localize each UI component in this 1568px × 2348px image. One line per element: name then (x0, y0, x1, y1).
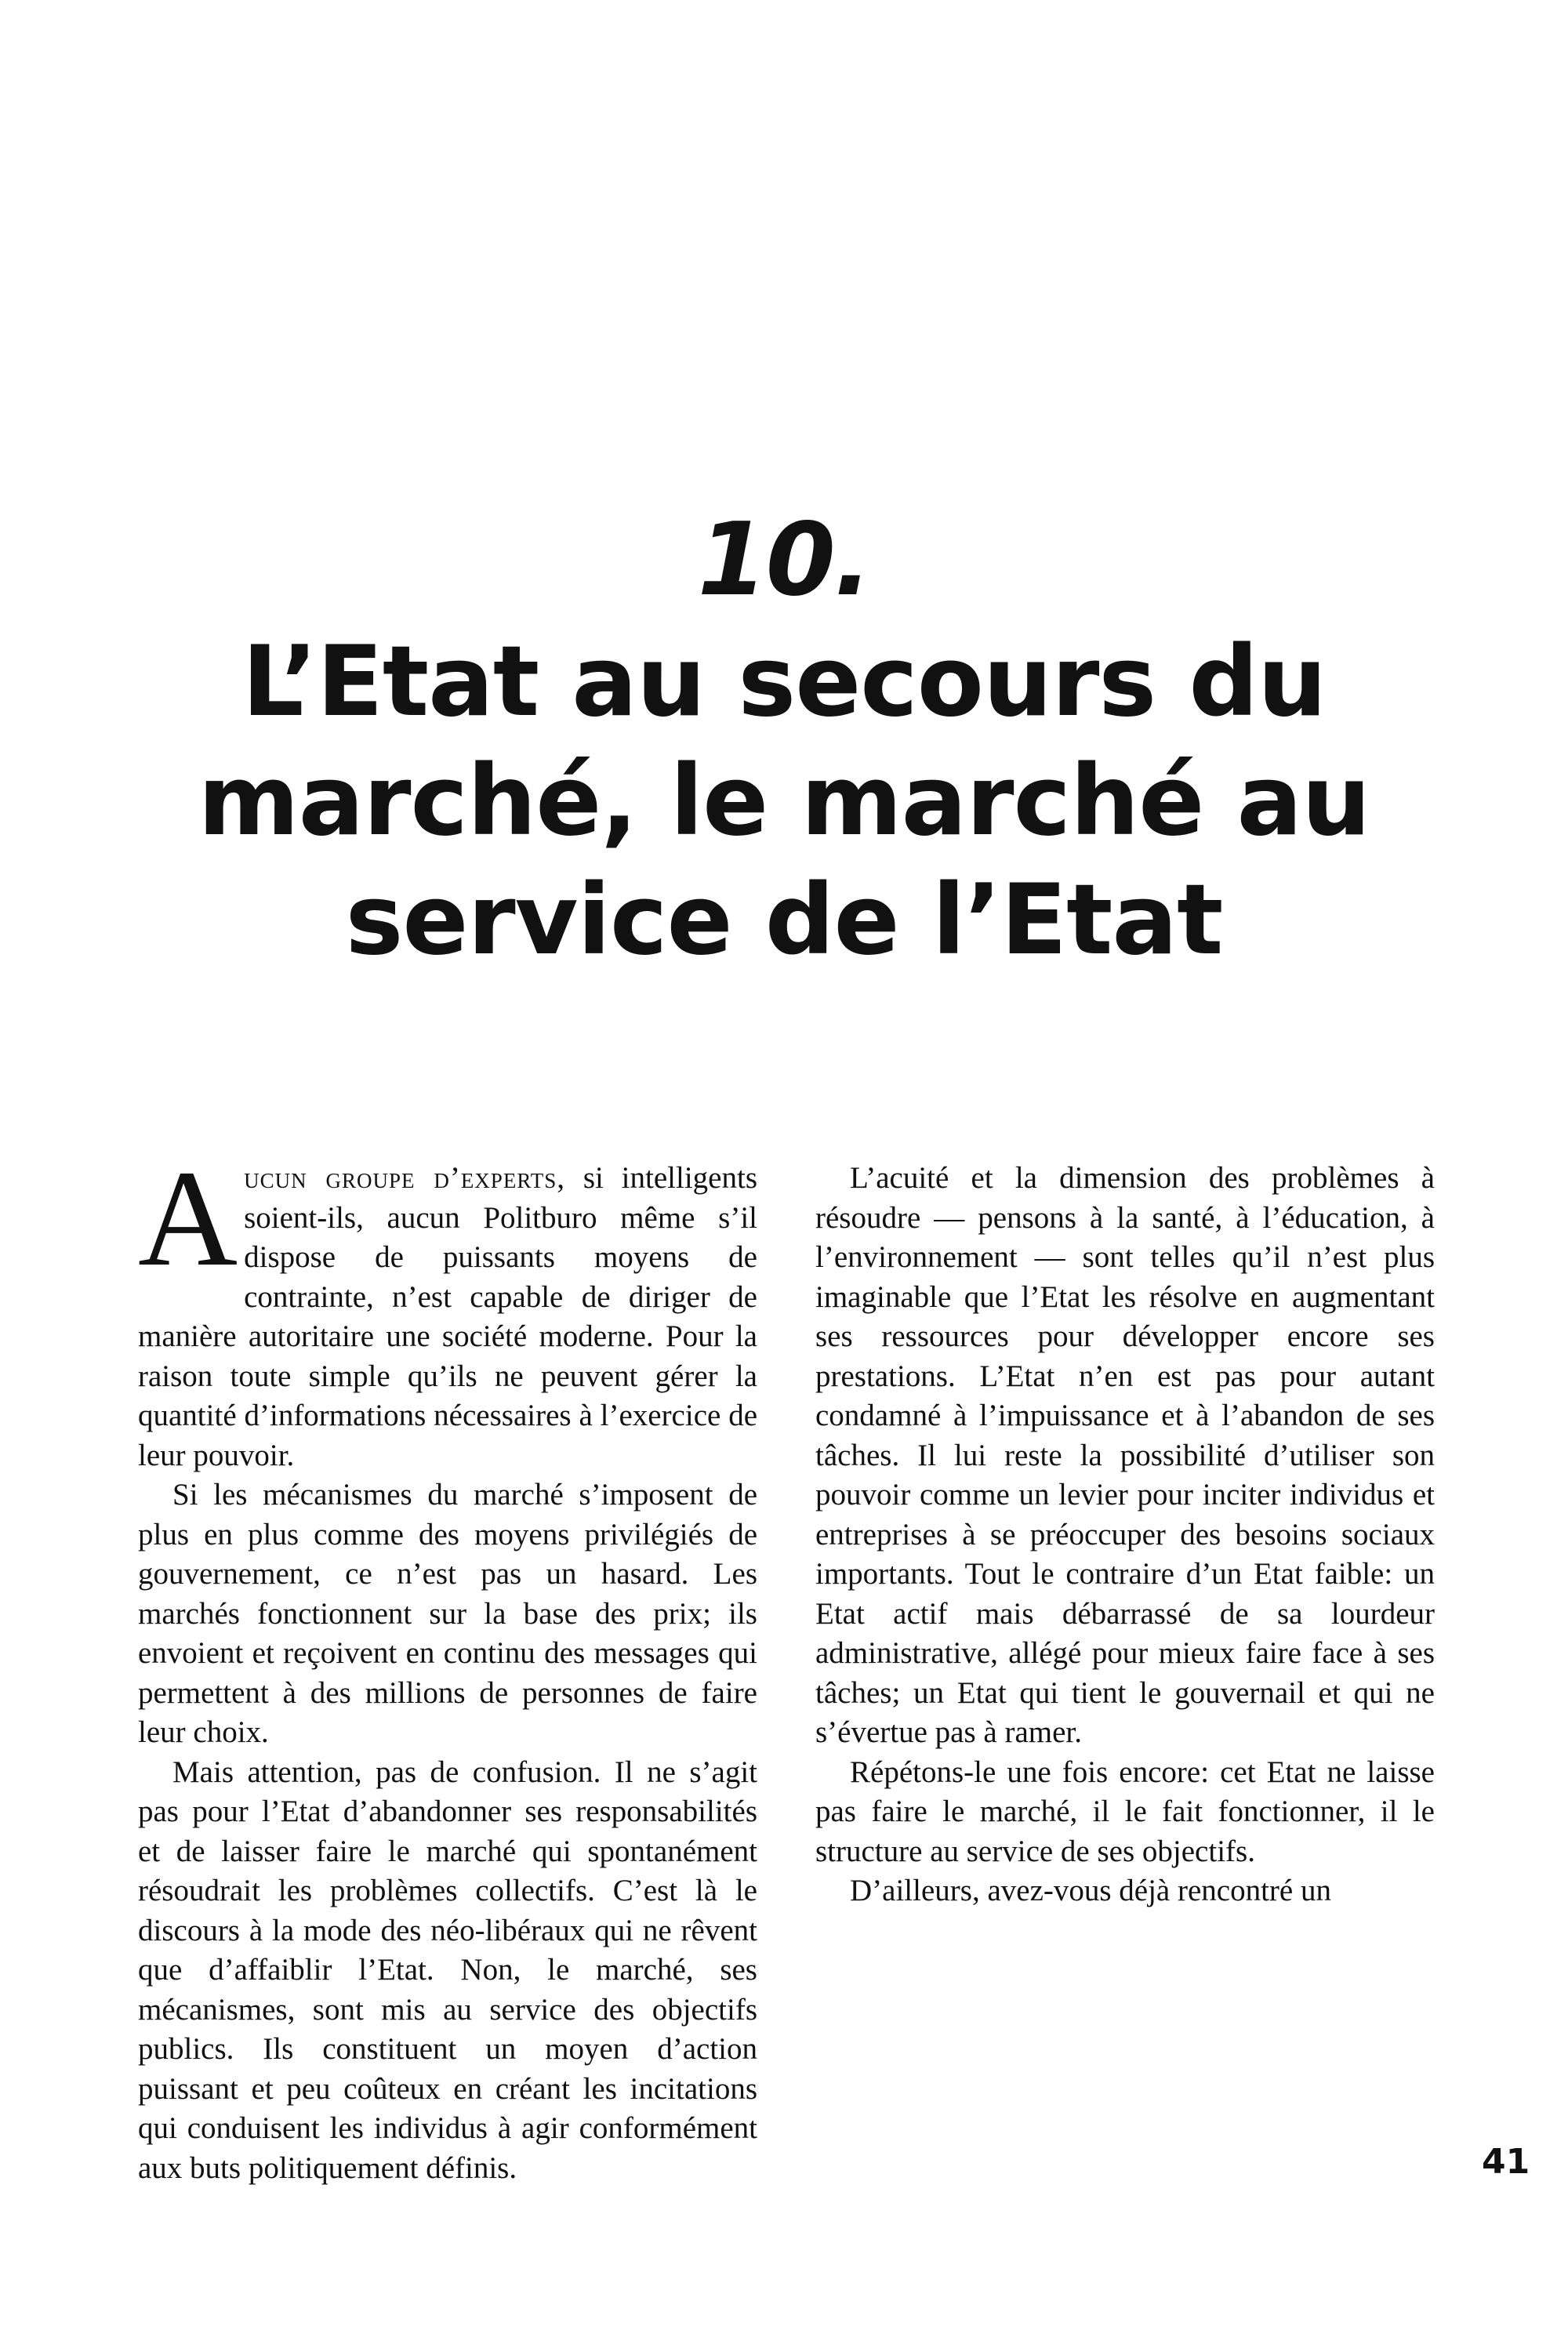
opening-smallcaps: ucun groupe d’experts, (244, 1161, 565, 1195)
chapter-number: 10. (697, 502, 871, 619)
paragraph-5: Répétons-le une fois encore: cet Etat ne laisse pas faire le marché, il le fait fonctionner, il le structure au service de ses objectifs. (815, 1755, 1435, 1868)
drop-cap: A (138, 1142, 238, 1295)
paragraph-4: L’acuité et la dimension des problèmes à résoudre — pensons à la santé, à l’éducation, à l’environnement — sont telles qu’il n’est plus imaginable que l’Etat les résolve en augmentant ses ressources pour développer encore ses prestations. L’Etat n’en est pas pour autant condamné à l’impuissance et à l’abandon de ses tâches. Il lui reste la possibilité d’utiliser son pouvoir comme un levier pour inciter individus et entreprises à se préoccuper des besoins sociaux importants. Tout le contraire d’un Etat faible: un Etat actif mais débarrassé de sa lourdeur administrative, allégé pour mieux faire face à ses tâches; un Etat qui tient le gouvernail et qui ne s’évertue pas à ramer. (815, 1161, 1435, 1749)
paragraph-6: D’ailleurs, avez-vous déjà rencontré un (850, 1874, 1331, 1907)
paragraph-3: Mais attention, pas de confusion. Il ne s’agit pas pour l’Etat d’abandonner ses responsabilités et de laisser faire le marché qui spontanément résoudrait les problèmes collectifs. C’est là le discours à la mode des néo-libéraux qui ne rêvent que d’affaiblir l’Etat. Non, le marché, ses mécanismes, sont mis au service des objectifs publics. Ils constituent un moyen d’action puissant et peu coûteux en créant les incitations qui conduisent les individus à agir conformément aux buts politiquement définis. (138, 1755, 757, 2185)
column-left (138, 1142, 757, 2188)
chapter-heading (0, 502, 1568, 980)
page-number: 41 (1482, 2142, 1530, 2182)
column-right (815, 1159, 1435, 2188)
chapter-title: L’Etat au secours du marché, le marché au service de l’Etat (198, 626, 1370, 977)
paragraph-1-text: si intelligents soient-ils, aucun Politburo même s’il dispose de puissants moyens de contrainte, n’est capable de diriger de manière autoritaire une société moderne. Pour la raison toute simple qu’ils ne peuvent gérer la quantité d’informations nécessaires à l’exercice de leur pouvoir. (138, 1161, 757, 1472)
body-text (138, 1142, 1435, 2188)
paragraph-2: Si les mécanismes du marché s’imposent de plus en plus comme des moyens privilégiés de gouvernement, ce n’est pas un hasard. Les marchés fonctionnent sur la base des prix; ils envoient et reçoivent en continu des messages qui permettent à des millions de personnes de faire leur choix. (138, 1478, 757, 1749)
paragraph-1 (138, 1142, 757, 1475)
